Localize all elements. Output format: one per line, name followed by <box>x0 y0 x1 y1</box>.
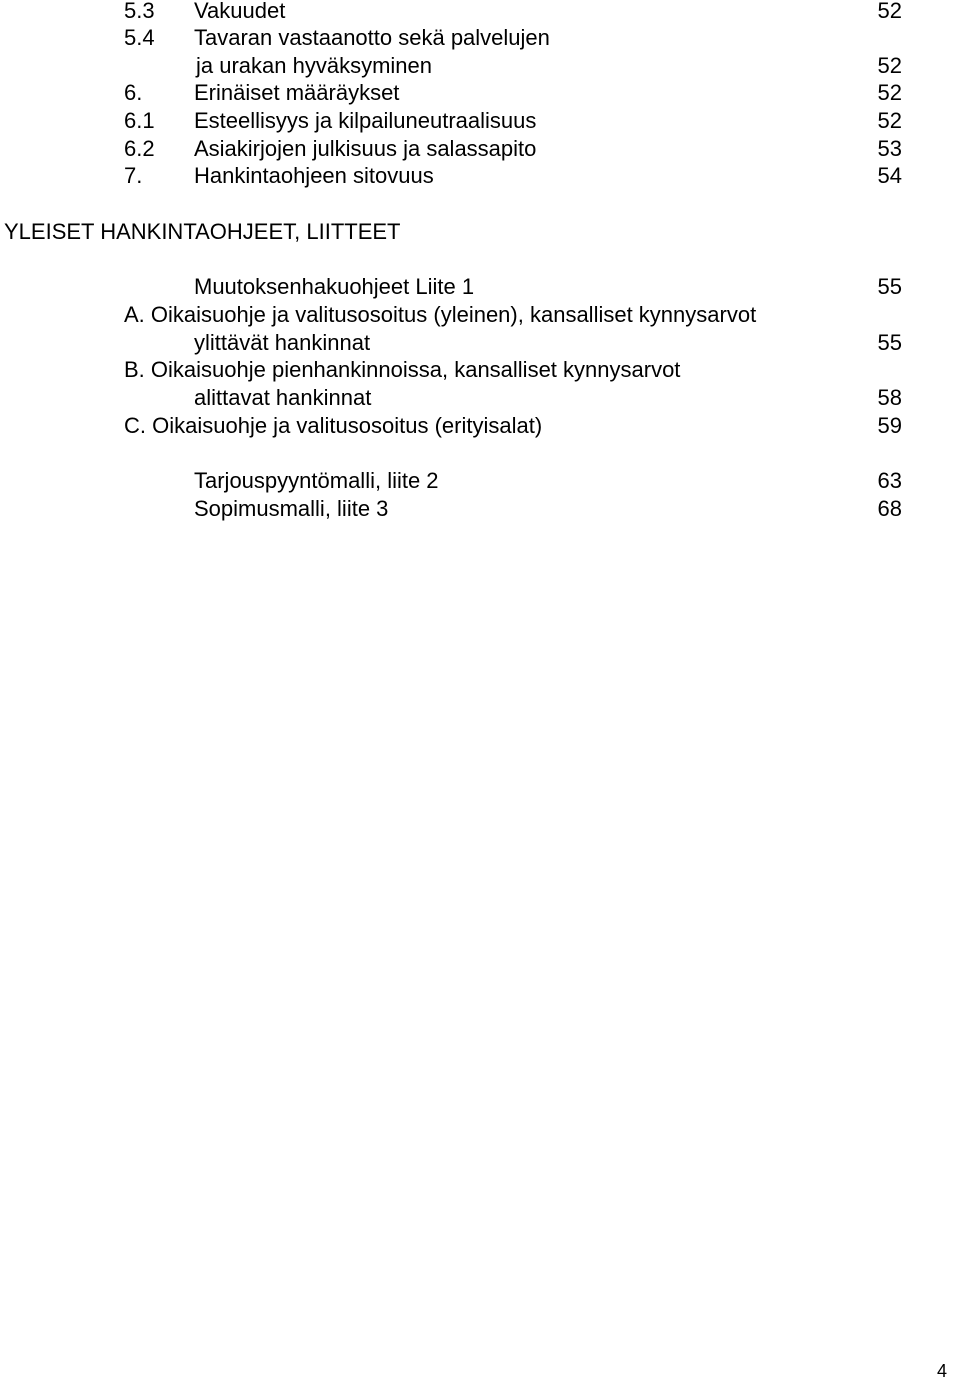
toc-entry-number: 6.1 <box>124 108 155 133</box>
appendix-liite1-page: 55 <box>877 274 902 299</box>
section-heading: YLEISET HANKINTAOHJEET, LIITTEET <box>4 219 401 244</box>
appendix-liite3-page: 68 <box>877 496 902 521</box>
appendix-liite3-title: Sopimusmalli, liite 3 <box>194 496 389 521</box>
toc-entry-title: Esteellisyys ja kilpailuneutraalisuus <box>194 108 537 133</box>
toc-entry-page: 53 <box>877 136 902 161</box>
toc-entry-title: Asiakirjojen julkisuus ja salassapito <box>194 136 537 161</box>
appendix-a-page: 55 <box>877 330 902 355</box>
toc-entry-page: 52 <box>877 0 902 23</box>
toc-entry-number: 5.3 <box>124 0 155 23</box>
appendix-b-page: 58 <box>877 385 902 410</box>
appendix-b-line2: alittavat hankinnat <box>194 385 372 410</box>
toc-entry-number: 7. <box>124 163 143 188</box>
toc-entry-page: 52 <box>877 80 902 105</box>
toc-entry-page: 52 <box>877 53 902 78</box>
toc-entry-page: 54 <box>877 163 902 188</box>
appendix-liite1-title: Muutoksenhakuohjeet Liite 1 <box>194 274 475 299</box>
appendix-liite2-page: 63 <box>877 468 902 493</box>
page-number: 4 <box>937 1361 948 1381</box>
toc-entry-title: Hankintaohjeen sitovuus <box>194 163 434 188</box>
toc-entry-number: 5.4 <box>124 25 155 50</box>
appendix-b-line1: B. Oikaisuohje pienhankinnoissa, kansalliset kynnysarvot <box>124 357 681 382</box>
toc-entry-title: Tavaran vastaanotto sekä palvelujen <box>194 25 550 50</box>
toc-entry-page: 52 <box>877 108 902 133</box>
toc-entry-title: Vakuudet <box>194 0 286 23</box>
toc-entry-number: 6.2 <box>124 136 155 161</box>
toc-entry-title: Erinäiset määräykset <box>194 80 400 105</box>
appendix-c-line1: C. Oikaisuohje ja valitusosoitus (erityisalat) <box>124 413 543 438</box>
toc-entry-number: 6. <box>124 80 143 105</box>
appendix-liite2-title: Tarjouspyyntömalli, liite 2 <box>194 468 439 493</box>
appendix-a-line1: A. Oikaisuohje ja valitusosoitus (yleinen), kansalliset kynnysarvot <box>124 302 757 327</box>
appendix-a-line2: ylittävät hankinnat <box>194 330 371 355</box>
toc-entry-title: ja urakan hyväksyminen <box>196 53 433 78</box>
appendix-c-page: 59 <box>877 413 902 438</box>
